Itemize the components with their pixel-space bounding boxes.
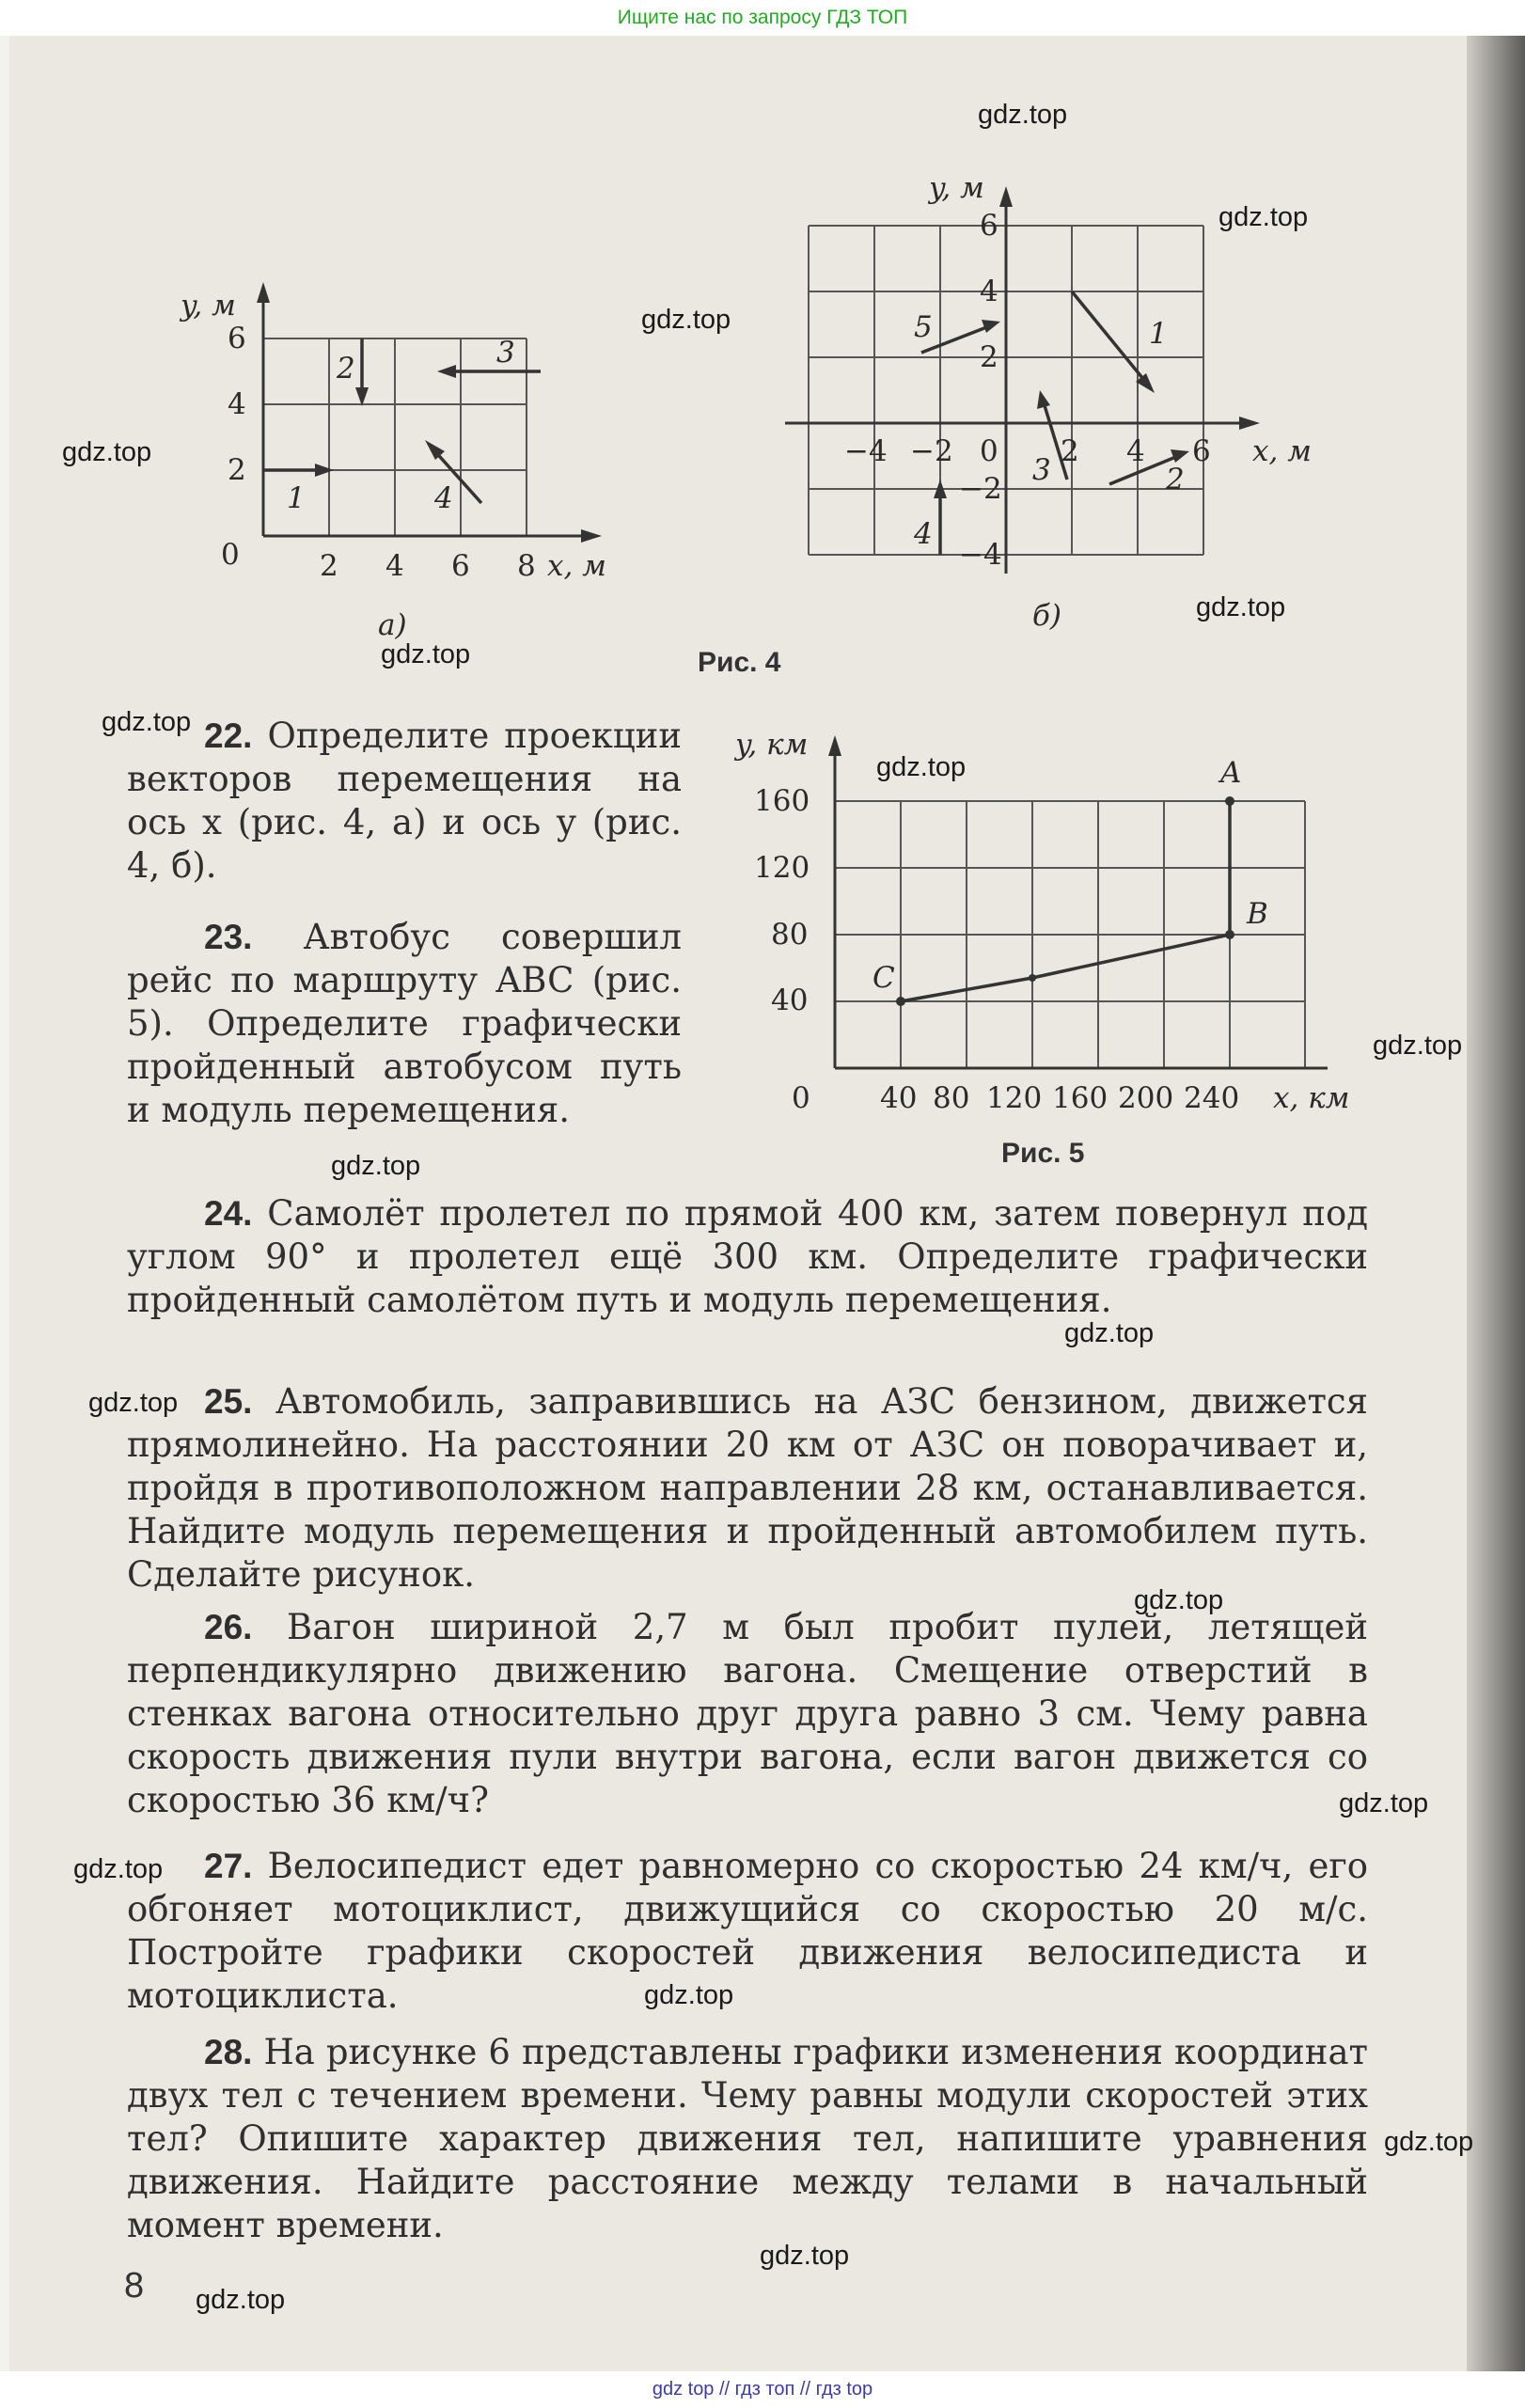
problem-text: Автобус совершил рейс по маршруту ABC (рис. 5). Определите графически пройденный автобусом путь и модуль перемещения. bbox=[127, 917, 682, 1130]
problem-25 bbox=[127, 1380, 1368, 1597]
watermark: gdz.top bbox=[196, 2285, 286, 2315]
top-banner[interactable]: Ищите нас по запросу ГДЗ ТОП bbox=[0, 0, 1525, 36]
watermark: gdz.top bbox=[62, 437, 152, 467]
figure-4b-vector-5-head bbox=[982, 320, 1000, 333]
figure-5-x-tick: 160 bbox=[1052, 1081, 1108, 1115]
watermark: gdz.top bbox=[88, 1388, 179, 1418]
figure-4a-x-tick: 6 bbox=[451, 549, 470, 583]
figure-4b-x-tick: 2 bbox=[1061, 434, 1079, 468]
figure-4a-y-label: y, м bbox=[181, 289, 236, 323]
figure-4b-y-label: y, м bbox=[929, 171, 984, 205]
watermark: gdz.top bbox=[331, 1151, 421, 1181]
watermark: gdz.top bbox=[102, 707, 192, 737]
footer-links[interactable]: gdz top // гдз топ // гдз top bbox=[0, 2371, 1525, 2408]
figure-4a-x-tick: 8 bbox=[517, 549, 536, 583]
figure-4a-x-label: x, м bbox=[547, 549, 606, 583]
problem-number: 25. bbox=[204, 1382, 253, 1421]
figure-4a-vector-1-label: 1 bbox=[287, 481, 306, 515]
figure-5-x-tick: 80 bbox=[933, 1081, 970, 1115]
figure-5-y-label: y, км bbox=[735, 728, 809, 762]
page-number: 8 bbox=[124, 2266, 145, 2306]
figure-5-origin: 0 bbox=[792, 1081, 810, 1115]
figure-5-route-dot bbox=[1029, 974, 1036, 982]
watermark: gdz.top bbox=[1134, 1585, 1224, 1615]
figure-5-label-c: C bbox=[873, 961, 895, 995]
figure-5-x-tick: 40 bbox=[880, 1081, 918, 1115]
figure-4b-x-tick: −2 bbox=[910, 434, 953, 468]
watermark: gdz.top bbox=[978, 100, 1068, 130]
figure-5 bbox=[733, 715, 1391, 1128]
figure-4a-y-tick: 2 bbox=[228, 453, 246, 487]
figure-4b-y-tick: −4 bbox=[959, 538, 1002, 572]
figure-5-y-tick: 40 bbox=[771, 984, 809, 1017]
figure-4a-vector-2-label: 2 bbox=[337, 352, 355, 386]
watermark: gdz.top bbox=[760, 2241, 850, 2271]
figure-5-y-arrowhead bbox=[828, 735, 841, 756]
watermark: gdz.top bbox=[644, 1980, 734, 2010]
problem-number: 24. bbox=[204, 1194, 253, 1233]
watermark: gdz.top bbox=[381, 639, 471, 669]
figure-4b-vector-2-head bbox=[1171, 449, 1189, 463]
figure-4b-vector-2-label: 2 bbox=[1166, 463, 1185, 496]
figure-4b bbox=[771, 160, 1373, 649]
figure-4b-caption: б) bbox=[1032, 599, 1062, 633]
figure-4b-x-arrowhead bbox=[1239, 417, 1260, 430]
figure-5-x-tick: 240 bbox=[1184, 1081, 1240, 1115]
figure-5-point-b bbox=[1225, 930, 1234, 939]
problem-text: Велосипедист едет равномерно со скоростью 24 км/ч, его обгоняет мотоциклист, движущийся со скоростью 20 м/с. Постройте графики скоростей движения велосипедиста и мотоциклиста. bbox=[127, 1846, 1369, 2016]
figure-4b-y-tick: −2 bbox=[959, 472, 1002, 506]
figure-4a-y-tick: 4 bbox=[228, 387, 246, 421]
figure-4b-x-tick: −4 bbox=[844, 434, 888, 468]
problem-26 bbox=[127, 1606, 1368, 1822]
problem-27 bbox=[127, 1845, 1368, 2018]
figure-4b-y-arrowhead bbox=[999, 186, 1013, 207]
figure-4a-y-arrowhead bbox=[257, 282, 270, 303]
figure-5-point-a bbox=[1225, 796, 1234, 806]
figure-4b-x-tick: 4 bbox=[1126, 434, 1145, 468]
figure-4a-x-tick: 4 bbox=[385, 549, 404, 583]
watermark: gdz.top bbox=[1196, 592, 1286, 622]
watermark: gdz.top bbox=[1064, 1318, 1155, 1348]
figure-4a-x-tick: 2 bbox=[320, 549, 338, 583]
figure-5-label-a: A bbox=[1220, 756, 1242, 790]
watermark: gdz.top bbox=[876, 752, 967, 782]
watermark: gdz.top bbox=[641, 305, 731, 335]
figure-5-x-tick: 200 bbox=[1118, 1081, 1174, 1115]
figure-4a bbox=[169, 273, 658, 649]
figure-4b-vector-3-head bbox=[1037, 390, 1050, 409]
problem-number: 28. bbox=[204, 2033, 253, 2071]
figure-4a-x-arrowhead bbox=[581, 529, 602, 543]
figure-5-x-label: x, км bbox=[1273, 1081, 1350, 1115]
figure-4b-vector-5-label: 5 bbox=[914, 310, 933, 344]
watermark: gdz.top bbox=[1373, 1031, 1463, 1061]
page-edge-shadow bbox=[1467, 36, 1525, 2371]
figure-4b-origin: 0 bbox=[980, 434, 998, 468]
figure-5-y-tick: 160 bbox=[754, 784, 810, 818]
figure-4a-caption: а) bbox=[378, 608, 407, 642]
problem-text: Самолёт пролетел по прямой 400 км, затем повернул под углом 90° и пролетел ещё 300 км. Определите графически пройденный самолётом путь и модуль перемещения. bbox=[127, 1193, 1369, 1320]
figure-4a-y-tick: 6 bbox=[228, 322, 246, 355]
figure-5-label-b: B bbox=[1247, 897, 1268, 931]
watermark: gdz.top bbox=[1384, 2127, 1474, 2157]
figure-4b-y-tick: 2 bbox=[980, 340, 998, 374]
problem-text: На рисунке 6 представлены графики изменения координат двух тел с течением времени. Чему равны модули скоростей этих тел? Опишите характер движения тел, напишите уравнения движения. Найдите расстояние между телами в начальный момент времени. bbox=[127, 2032, 1368, 2245]
figure-5-y-tick: 80 bbox=[771, 918, 809, 952]
figure-4a-vector-1-head bbox=[315, 464, 334, 477]
figure-5-caption: Рис. 5 bbox=[1001, 1138, 1085, 1169]
watermark: gdz.top bbox=[73, 1854, 164, 1884]
figure-4b-vector-3-label: 3 bbox=[1032, 453, 1051, 487]
problem-number: 26. bbox=[204, 1608, 253, 1646]
problem-text: Автомобиль, заправившись на АЗС бензином, движется прямолинейно. На расстоянии 20 км от АЗС он поворачивает и, пройдя в противоположном направлении 28 км, останавливается. Найдите модуль перемещения и пройденный автомобилем путь. Сделайте рисунок. bbox=[127, 1381, 1368, 1595]
problem-text: Определите проекции векторов перемещения на ось x (рис. 4, а) и ось y (рис. 4, б). bbox=[127, 716, 682, 886]
figure-4a-vector-3-head bbox=[437, 365, 456, 378]
watermark: gdz.top bbox=[1218, 202, 1309, 232]
figure-4b-vector-4-label: 4 bbox=[914, 517, 933, 551]
problem-number: 27. bbox=[204, 1847, 253, 1885]
problem-23 bbox=[127, 916, 682, 1132]
watermark: gdz.top bbox=[1339, 1788, 1429, 1818]
figure-4b-vector-1 bbox=[1072, 291, 1147, 384]
figure-4b-y-tick: 6 bbox=[980, 209, 998, 243]
figure-4a-origin: 0 bbox=[221, 538, 240, 572]
figure-4b-vector-1-label: 1 bbox=[1149, 317, 1168, 351]
problem-text: Вагон шириной 2,7 м был пробит пулей, летящей перпендикулярно движению вагона. Смещение отверстий в стенках вагона относительно друг друга равно 3 см. Чему равна скорость движения пули внутри вагона, если вагон движется со скоростью 36 км/ч? bbox=[127, 1607, 1369, 1820]
figure-4a-vector-4-label: 4 bbox=[434, 481, 453, 515]
problem-24 bbox=[127, 1192, 1368, 1322]
problem-22 bbox=[127, 715, 682, 888]
figure-5-y-tick: 120 bbox=[754, 851, 810, 885]
figure-4-caption: Рис. 4 bbox=[698, 647, 781, 678]
problem-number: 23. bbox=[204, 918, 253, 956]
problem-28 bbox=[127, 2031, 1368, 2247]
figure-5-point-c bbox=[896, 997, 905, 1006]
figure-4b-y-tick: 4 bbox=[980, 275, 998, 308]
figure-5-route bbox=[901, 801, 1230, 1001]
figure-4b-x-tick: 6 bbox=[1192, 434, 1211, 468]
problem-number: 22. bbox=[204, 716, 253, 755]
figure-4a-vector-3-label: 3 bbox=[496, 336, 515, 370]
figure-5-x-tick: 120 bbox=[986, 1081, 1043, 1115]
figure-4b-x-label: x, м bbox=[1252, 434, 1312, 468]
